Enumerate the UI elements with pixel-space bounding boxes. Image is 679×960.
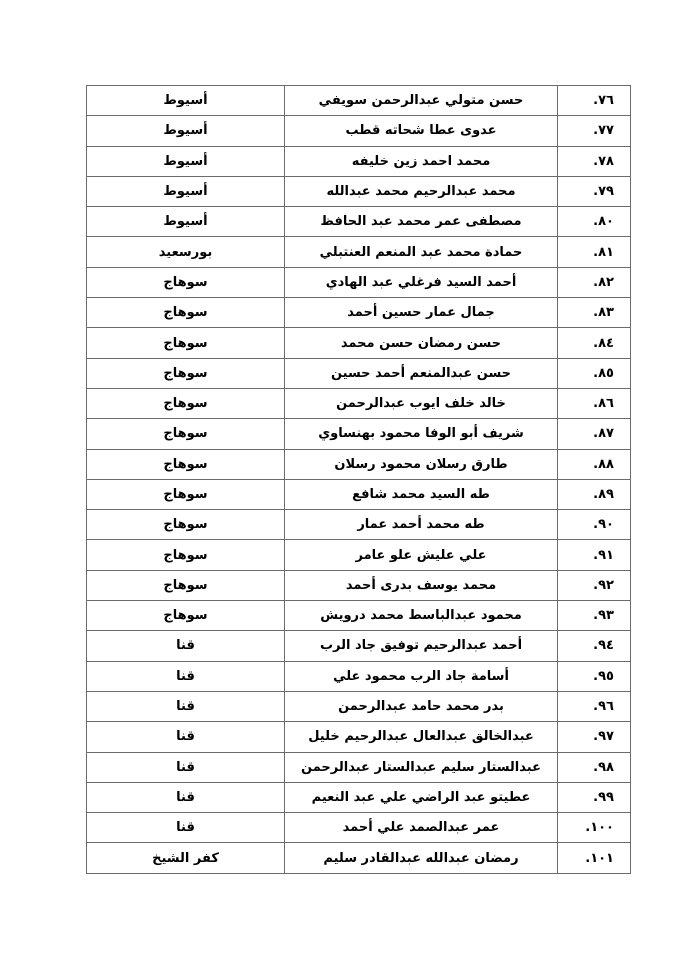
row-number: ٩١. [558,540,631,570]
person-name: محمد عبدالرحيم محمد عبدالله [285,176,558,206]
governorate: سوهاج [87,479,285,509]
governorate: بورسعيد [87,237,285,267]
person-name: أحمد عبدالرحيم توفيق جاد الرب [285,631,558,661]
governorate: سوهاج [87,358,285,388]
table-row [87,601,631,631]
table-row [87,813,631,843]
governorate: سوهاج [87,449,285,479]
table-row [87,267,631,297]
governorate: سوهاج [87,510,285,540]
person-name: علي عليش علو عامر [285,540,558,570]
governorate: قنا [87,691,285,721]
row-number: ٩٥. [558,661,631,691]
governorate: سوهاج [87,388,285,418]
row-number: ٩٢. [558,570,631,600]
table-row [87,207,631,237]
person-name: حسن متولي عبدالرحمن سويفي [285,86,558,116]
row-number: ١٠١. [558,843,631,873]
table-row [87,782,631,812]
governorate: قنا [87,813,285,843]
table-row [87,752,631,782]
table-row [87,298,631,328]
governorate: سوهاج [87,570,285,600]
row-number: ٩٠. [558,510,631,540]
governorate: سوهاج [87,267,285,297]
row-number: ٩٨. [558,752,631,782]
row-number: ٧٦. [558,86,631,116]
person-name: محمد احمد زين خليفه [285,146,558,176]
table-row [87,570,631,600]
person-name: أسامة جاد الرب محمود علي [285,661,558,691]
governorate: أسيوط [87,176,285,206]
governorate: أسيوط [87,207,285,237]
table-row [87,328,631,358]
governorate: سوهاج [87,601,285,631]
row-number: ٨٨. [558,449,631,479]
person-name: حمادة محمد عبد المنعم العنتبلي [285,237,558,267]
names-table-body [87,86,631,874]
governorate: سوهاج [87,419,285,449]
person-name: شريف أبو الوفا محمود بهنساوي [285,419,558,449]
governorate: أسيوط [87,146,285,176]
table-row [87,358,631,388]
row-number: ٩٩. [558,782,631,812]
row-number: ٩٧. [558,722,631,752]
table-row [87,661,631,691]
row-number: ٨٦. [558,388,631,418]
governorate: قنا [87,752,285,782]
row-number: ٩٦. [558,691,631,721]
governorate: قنا [87,782,285,812]
governorate: أسيوط [87,86,285,116]
person-name: عبدالستار سليم عبدالستار عبدالرحمن [285,752,558,782]
table-row [87,691,631,721]
row-number: ٨٤. [558,328,631,358]
table-row [87,237,631,267]
row-number: ٨١. [558,237,631,267]
person-name: أحمد السيد فرغلي عبد الهادي [285,267,558,297]
person-name: مصطفى عمر محمد عبد الحافظ [285,207,558,237]
governorate: قنا [87,722,285,752]
governorate: سوهاج [87,298,285,328]
row-number: ٩٤. [558,631,631,661]
person-name: رمضان عبدالله عبدالقادر سليم [285,843,558,873]
person-name: طارق رسلان محمود رسلان [285,449,558,479]
person-name: خالد خلف ايوب عبدالرحمن [285,388,558,418]
person-name: عمر عبدالصمد علي أحمد [285,813,558,843]
row-number: ٨٥. [558,358,631,388]
row-number: ٧٧. [558,116,631,146]
governorate: سوهاج [87,540,285,570]
table-row [87,540,631,570]
row-number: ٨٢. [558,267,631,297]
person-name: محمد يوسف بدرى أحمد [285,570,558,600]
table-row [87,388,631,418]
governorate: كفر الشيخ [87,843,285,873]
row-number: ٨٣. [558,298,631,328]
table-row [87,510,631,540]
table-row [87,479,631,509]
person-name: محمود عبدالباسط محمد درويش [285,601,558,631]
table-row [87,631,631,661]
governorate: أسيوط [87,116,285,146]
person-name: عطيتو عبد الراضي علي عبد النعيم [285,782,558,812]
governorate: سوهاج [87,328,285,358]
table-row [87,722,631,752]
person-name: طه السيد محمد شافع [285,479,558,509]
governorate: قنا [87,661,285,691]
person-name: طه محمد أحمد عمار [285,510,558,540]
person-name: حسن عبدالمنعم أحمد حسين [285,358,558,388]
row-number: ٩٣. [558,601,631,631]
row-number: ١٠٠. [558,813,631,843]
table-row [87,449,631,479]
table-row [87,86,631,116]
names-table [86,85,631,874]
person-name: عبدالخالق عبدالعال عبدالرحيم خليل [285,722,558,752]
table-row [87,146,631,176]
row-number: ٨٠. [558,207,631,237]
row-number: ٨٧. [558,419,631,449]
row-number: ٨٩. [558,479,631,509]
row-number: ٧٩. [558,176,631,206]
table-row [87,116,631,146]
table-row [87,419,631,449]
person-name: عدوى عطا شحاته قطب [285,116,558,146]
person-name: بدر محمد حامد عبدالرحمن [285,691,558,721]
table-row [87,843,631,873]
person-name: حسن رمضان حسن محمد [285,328,558,358]
row-number: ٧٨. [558,146,631,176]
table-row [87,176,631,206]
person-name: جمال عمار حسين أحمد [285,298,558,328]
governorate: قنا [87,631,285,661]
